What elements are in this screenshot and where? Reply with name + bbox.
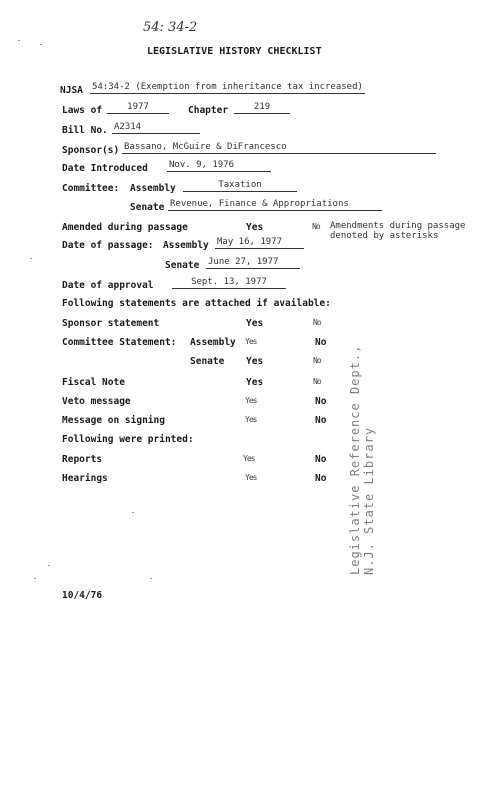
page-title: LEGISLATIVE HISTORY CHECKLIST xyxy=(147,46,322,57)
committee-senate-label: Senate xyxy=(130,202,165,213)
committee-assembly-value: Taxation xyxy=(183,180,297,192)
committee-statement-senate-no-struck: No xyxy=(313,356,321,365)
fiscal-note-label: Fiscal Note xyxy=(62,377,125,388)
fiscal-note-yes: Yes xyxy=(246,377,264,388)
committee-assembly-label: Assembly xyxy=(130,183,176,194)
njsa-label: NJSA xyxy=(60,85,83,96)
scan-speck xyxy=(150,578,152,579)
hearings-label: Hearings xyxy=(62,473,108,484)
passage-senate-label: Senate xyxy=(165,260,200,271)
signing-message-label: Message on signing xyxy=(62,415,165,426)
reports-no: No xyxy=(315,454,327,465)
scan-speck xyxy=(30,258,32,259)
committee-label: Committee: xyxy=(62,183,120,194)
amended-note-line1: Amendments during passage xyxy=(330,221,466,231)
sponsor-label: Sponsor(s) xyxy=(62,145,120,156)
committee-statement-assembly-no: No xyxy=(315,337,327,348)
passage-assembly-label: Assembly xyxy=(163,240,209,251)
committee-statement-assembly-label: Assembly xyxy=(190,337,236,348)
passage-assembly-value: May 16, 1977 xyxy=(215,237,304,249)
footer-date: 10/4/76 xyxy=(62,590,103,601)
amended-no-struck: No xyxy=(312,222,320,231)
hearings-no: No xyxy=(315,473,327,484)
veto-message-no: No xyxy=(315,396,327,407)
passage-label: Date of passage: xyxy=(62,240,154,251)
committee-statement-label: Committee Statement: xyxy=(62,337,177,348)
library-stamp: Legislative Reference Dept., N.J. State Library xyxy=(348,344,376,575)
committee-statement-senate-yes: Yes xyxy=(246,356,264,367)
reports-yes-struck: Yes xyxy=(243,454,255,463)
reports-label: Reports xyxy=(62,454,103,465)
amended-label: Amended during passage xyxy=(62,222,188,233)
scan-speck xyxy=(48,565,50,566)
sponsor-value: Bassano, McGuire & DiFrancesco xyxy=(122,142,436,154)
sponsor-statement-label: Sponsor statement xyxy=(62,318,160,329)
scan-speck xyxy=(40,44,42,45)
veto-message-yes-struck: Yes xyxy=(245,396,257,405)
signing-message-yes-struck: Yes xyxy=(245,415,257,424)
sponsor-statement-yes: Yes xyxy=(246,318,264,329)
introduced-label: Date Introduced xyxy=(62,163,148,174)
njsa-value: 54:34-2 (Exemption from inheritance tax increased) xyxy=(92,82,363,92)
scan-speck xyxy=(132,512,134,513)
amended-note-line2: denoted by asterisks xyxy=(330,231,439,241)
introduced-value: Nov. 9, 1976 xyxy=(167,160,271,172)
committee-statement-assembly-yes-struck: Yes xyxy=(245,337,257,346)
chapter-value: 219 xyxy=(234,102,290,114)
handwritten-number: 54: 34-2 xyxy=(143,20,198,35)
amended-yes: Yes xyxy=(246,222,264,233)
attached-statements-heading: Following statements are attached if available: xyxy=(62,298,331,309)
laws-value: 1977 xyxy=(107,102,169,114)
committee-statement-senate-label: Senate xyxy=(190,356,225,367)
scan-speck xyxy=(18,40,20,41)
signing-message-no: No xyxy=(315,415,327,426)
bill-label: Bill No. xyxy=(62,125,108,136)
bill-value: A2314 xyxy=(112,122,200,134)
scan-speck xyxy=(34,578,36,579)
sponsor-statement-no-struck: No xyxy=(313,318,321,327)
hearings-yes-struck: Yes xyxy=(245,473,257,482)
fiscal-note-no-struck: No xyxy=(313,377,321,386)
chapter-label: Chapter xyxy=(188,105,229,116)
veto-message-label: Veto message xyxy=(62,396,131,407)
laws-label: Laws of xyxy=(62,105,103,116)
printed-heading: Following were printed: xyxy=(62,434,194,445)
approval-label: Date of approval xyxy=(62,280,154,291)
passage-senate-value: June 27, 1977 xyxy=(206,257,300,269)
committee-senate-value: Revenue, Finance & Appropriations xyxy=(168,199,382,211)
approval-value: Sept. 13, 1977 xyxy=(172,277,286,289)
